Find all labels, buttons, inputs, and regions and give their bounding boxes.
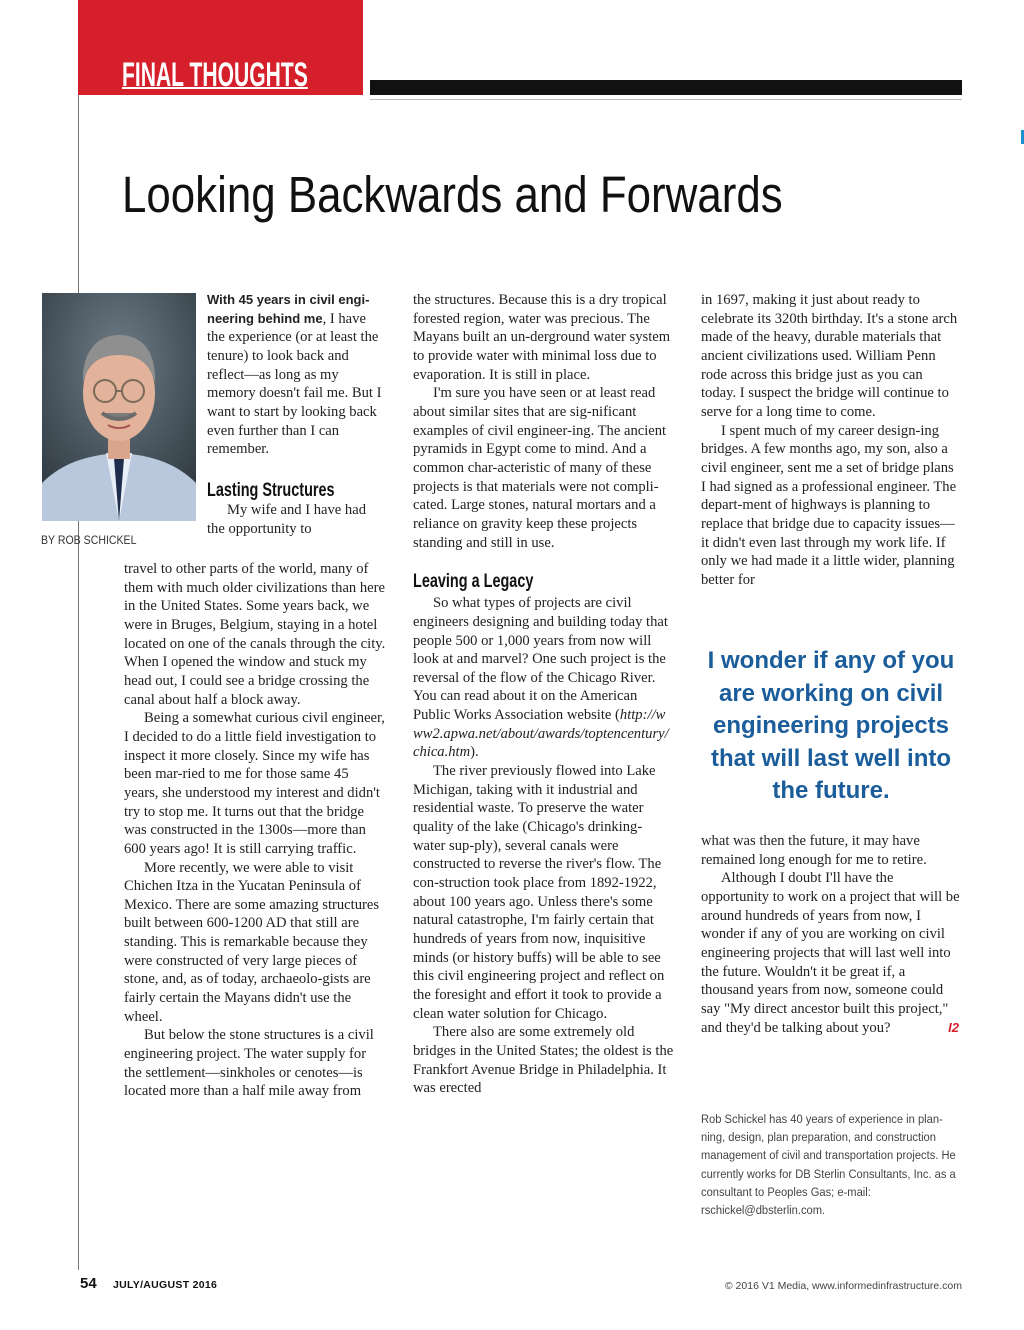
paragraph-1697: in 1697, making it just about ready to celebrate its 320th birthday. It's a stone arch made of the heavy, durable materials that ancient civilizations used. William Penn rode across this bridge just as you can today. I suspect the bridge will continue to serve for a long time to come. xyxy=(701,292,958,420)
paragraph-wife-intro: My wife and I have had the opportunity to xyxy=(207,501,366,537)
margin-rule xyxy=(78,95,79,1270)
paragraph-im-sure: I'm sure you have seen or at least read about similar sites that are sig-nificant examples of civil engineer-ing. The ancient pyramids in Egypt come to mind. And a common char-acteristic of many of these projects is that materials were not compli-cated. Large stones, natural mortars and a reliance on gravity keep these projects standing and still in use. xyxy=(413,385,667,551)
paragraph-doubt xyxy=(701,869,961,1037)
article-title: Looking Backwards and Forwards xyxy=(122,166,783,223)
column-1-top xyxy=(207,291,385,538)
pull-quote: I wonder if any of you are working on civil engineering projects that will last well into the future. xyxy=(707,647,955,804)
author-bio: Rob Schickel has 40 years of experience in plan-ning, design, plan preparation, and construction management of civil and transportation projects. He currently works for DB Sterlin Consultants, Inc. as a consultant to Peoples Gas; e-mail: rschickel@dbsterlin.com. xyxy=(701,1112,956,1218)
paragraph-old-bridges: There also are some extremely old bridges in the United States; the oldest is the Frankfort Avenue Bridge in Philadelphia. It was erected xyxy=(413,1024,674,1097)
author-portrait-icon xyxy=(42,293,196,521)
paragraph-future: what was then the future, it may have remained long enough for me to retire. xyxy=(701,833,927,868)
page-number: 54 xyxy=(80,1275,97,1292)
paragraph-curious: Being a somewhat curious civil engineer, I decided to do a little field investigation to inspect it more closely. Since my wife has been mar-ried to me for those same 45 years, she understood my interest and didn't try to stop me. It turns out that the bridge was constructed in the 1300s—more than 600 years ago! It is still carrying traffic. xyxy=(124,710,385,857)
heading-leaving-a-legacy: Leaving a Legacy xyxy=(413,571,534,593)
heading-lasting-structures: Lasting Structures xyxy=(207,479,335,501)
doubt-text: Although I doubt I'll have the opportunity to work on a project that will be around hundreds of years from now, I wonder if any of you are working on civil engineering projects that will last well into the future. Wouldn't it be great if, a thousand years from now, someone could say "My direct ancestor built this project," and they'd be talking about you? xyxy=(701,870,960,1036)
issue-date: JULY/AUGUST 2016 xyxy=(113,1279,218,1291)
end-mark: I2 xyxy=(948,1019,959,1035)
paragraph-legacy xyxy=(413,594,674,762)
lead-bold: With 45 years in civil engi-neering behind me xyxy=(207,292,370,326)
lead-paragraph xyxy=(207,291,385,459)
byline: BY ROB SCHICKEL xyxy=(41,533,137,547)
apwa-link[interactable]: http://www2.apwa.net/about/awards/toptencentury/chica.htm xyxy=(413,707,669,761)
paragraph-below-structures: But below the stone structures is a civil engineering project. The water supply for the settlement—sinkholes or cenotes—is located more than a half mile away from xyxy=(124,1027,374,1100)
paragraph-career: I spent much of my career design-ing bridges. A few months ago, my son, also a civil engineer, sent me a set of bridge plans I had signed as a professional engineer. The depart-ment of highways is planning to replace that bridge due to capacity issues—it didn't even last through my work life. If only we had made it a little wider, planning better for xyxy=(701,422,957,588)
paragraph-chichen-itza: More recently, we were able to visit Chichen Itza in the Yucatan Peninsula of Mexico. There are some amazing structures built between 600-1200 AD that still are standing. This is remarkable because they were constructed of very large pieces of stone, and, as of today, archaeolo-gists are fairly certain the Mayans didn't use the wheel. xyxy=(124,859,380,1025)
column-3-bottom xyxy=(701,832,961,1037)
column-1-bottom xyxy=(124,560,386,1101)
column-2 xyxy=(413,291,674,1098)
column-3-top xyxy=(701,291,961,590)
lead-text: , I have the experience (or at least the tenure) to look back and reflect—as long as my memory doesn't fail me. But I want to start by looking back even further than I can remember. xyxy=(207,310,382,458)
paragraph-structures: the structures. Because this is a dry tropical forested region, water was precious. The Mayans built an un-derground water system to provide water with minimal loss due to evaporation. It is still in place. xyxy=(413,292,671,383)
header-rule xyxy=(370,80,962,95)
header-thin-rule xyxy=(370,99,962,100)
paragraph-wife: travel to other parts of the world, many of them with much older civilizations than here in the United States. Some years back, we were in Bruges, Belgium, staying in a hotel located on one of the canals through the city. When I opened the window and stuck my head out, I could see a bridge crossing the canal about half a block away. xyxy=(124,561,386,708)
section-label: FINAL THOUGHTS xyxy=(122,56,308,94)
paragraph-river: The river previously flowed into Lake Michigan, taking with it industrial and residential waste. To preserve the water quality of the lake (Chicago's drinking-water sup-ply), several canals were constructed to reverse the river's flow. The con-struction took place from 1892-1922, about 100 years ago. Unless there's some natural catastrophe, I'm fairly certain that hundreds of years from now, inquisitive minds (or history buffs) will be able to see this civil engineering project and reflect on the foresight and effort it took to provide a clean water solution for Chicago. xyxy=(413,763,665,1022)
legacy-text-end: ). xyxy=(470,744,479,761)
copyright: © 2016 V1 Media, www.informedinfrastructure.com xyxy=(724,1280,962,1292)
legacy-text: So what types of projects are civil engineers designing and building today that people 500 or 1,000 years from now will look at and marvel? One such project is the reversal of the flow of the Chicago River. You can read about it on the American Public Works Association website ( xyxy=(413,595,668,724)
